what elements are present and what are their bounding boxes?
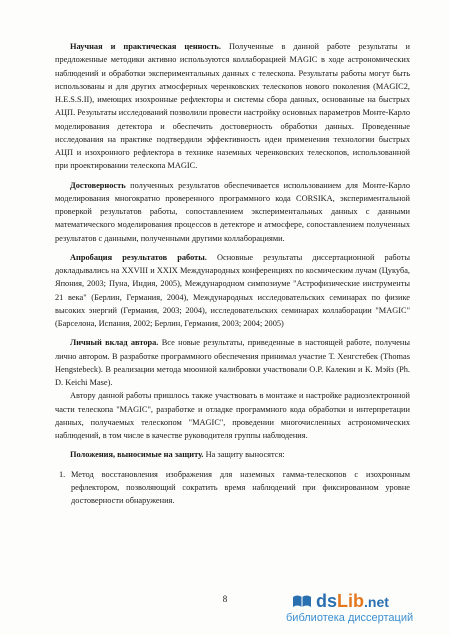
paragraph-reliability [55, 179, 410, 245]
list-item-number: 1. [59, 469, 66, 479]
paragraph-text: Основные результаты диссертационной работы докладывались на XXVIII и XXIX Международных конференциях по космическим лучам (Цукуба, Япония, 2003; Пуна, Индия, 2005), Международном симпозиуме "Астрофизические инструменты 21 века" (Берлин, Германия, 2004), Международных исследовательских семинарах по физике высоких энергий (Германия, 2003; 2004), исследовательских семинарах коллаборации "MAGIC" (Барселона, Испания, 2002; Берлин, Германия, 2003; 2004; 2005) [55, 252, 410, 328]
page-number: 8 [222, 594, 228, 604]
heading-reliability: Достоверность [70, 180, 126, 190]
paragraph-text: Все новые результаты, приведенные в настоящей работе, получены лично автором. В разработке программного обеспечения принимал участие Т. Хенгстебек (Thomas Hengstebeck). В реализации метода мюонной калибровки участвовали О.Р. Калекин и К. Мэйз (Ph. D. Keichi Mase). [55, 338, 410, 387]
paragraph-text: На защиту выносятся: [203, 450, 285, 460]
heading-personal-contribution: Личный вклад автора. [70, 338, 159, 348]
heading-scientific-value: Научная и практическая ценность. [70, 42, 221, 51]
paragraph-text: Полученные в данной работе результаты и предложенные методики активно используются коллаборацией MAGIC в ходе астрономических наблюдений и обработки экспериментальных данных с телескопа. Результаты работы могут быть использованы и для других атмосферных черенковских телескопов нового поколения (MAGIC2, H.E.S.S.II), имеющих изохронные рефлекторы и системы сбора данных, основанные на быстрых АЦП. Результаты исследований позволили провести настройку основных параметров Монте-Карло моделирования детектора и обеспечить достоверность обработки данных. Проведенные исследования на практике подтвердили эффективность идеи применения технологии быстрых АЦП и изохронного рефлектора в технике наземных черенковских телескопов, использованной при проектировании телескопа MAGIC. [55, 42, 410, 171]
body-text [55, 40, 410, 507]
watermark-subtitle: библиотека диссертаций [286, 612, 414, 624]
paragraph-text: полученных результатов обеспечивается использованием для Монте-Карло моделирования многократно проверенного программного кода CORSIKA, экспериментальной проверкой результатов работы, сопоставлением экспериментальных данных с данными математического моделирования процессов в детекторе и атмосфере, сопоставлением полученных результатов с данными, полученными другими коллаборациями. [55, 180, 410, 243]
paragraph-author-participation: Автору данной работы пришлось также участвовать в монтаже и настройке радиоэлектронной части телескопа "MAGIC", разработке и отладке программного кода обработки и интерпретации данных, получаемых телескопом "MAGIC", проведении многочисленных астрономических наблюдений, в том числе в качестве руководителя группы наблюдения. [55, 391, 410, 440]
list-item [55, 468, 410, 508]
book-logo-icon [292, 594, 312, 608]
paragraph-defense-statements [55, 448, 410, 461]
list-item-text: Метод восстановления изображения для наземных гамма-телескопов с изохронным рефлектором, позволяющий сократить время наблюдений при фиксированном уровне достоверности обнаружения. [71, 469, 410, 505]
paragraph-personal-contribution [55, 336, 410, 389]
paragraph-approbation [55, 251, 410, 331]
paragraph-scientific-value [55, 40, 410, 173]
watermark-logo: dsLib.net [316, 591, 389, 611]
watermark [286, 591, 436, 627]
heading-defense-statements: Положения, выносимые на защиту. [70, 450, 204, 460]
heading-approbation: Апробация результатов работы. [70, 252, 207, 262]
